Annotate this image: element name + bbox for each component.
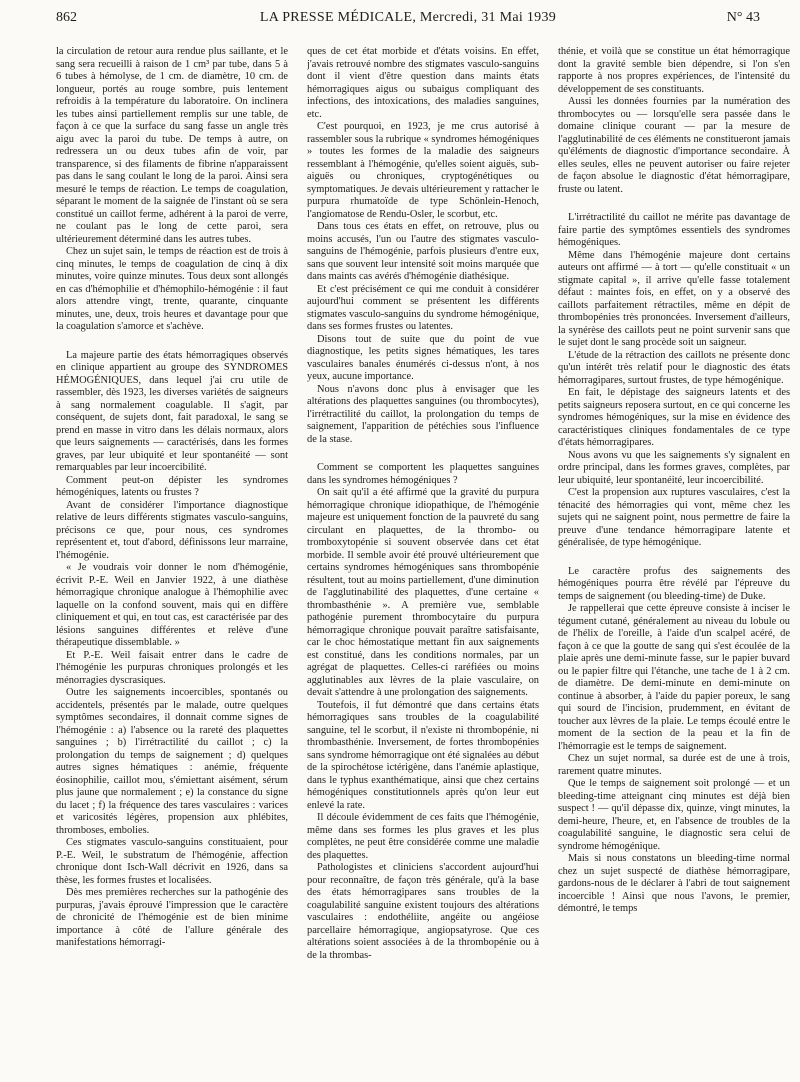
paragraph: ques de cet état morbide et d'états voisins. En effet, j'avais retrouvé nombre des stigmates vasculo-sanguins dont il vient d'être question dans maints états hémorragiques aigus ou subaigus compliquant des infections, des intoxications, des maladies sanguines, etc.	[307, 46, 539, 120]
paragraph: On sait qu'il a été affirmé que la gravité du purpura hémorragique chronique idiopathique, de l'hémogénie majeure est uniquement fonction de la pauvreté du sang circulant en plaquettes, de la thrombo- ou tromboxytopénie si souvent observée dans cet état morbide. Il semble avoir été prouvé ultérieurement que certains syndromes hémogéniques sans thrombopénie résultent, tout au moins partiellement, d'une diminution de l'agglutinabilité des plaquettes, d'une certaine « thrombasthénie ». A première vue, semblable pathogénie purement thrombocytaire du purpura hémorragique chronique pouvait paraître satisfaisante, car le choc hémostatique mettant fin aux saignements est constitué, dans les conditions normales, par un agrégat de plaquettes. Celles-ci raréfiées ou moins agglutinables aux lèvres de la plaie vasculaire, on devait s'attendre à une prolongation des saignements.	[307, 487, 539, 698]
paragraph: En fait, le dépistage des saigneurs latents et des petits saigneurs reposera surtout, en ce qui concerne les syndromes hémogéniques, sur la mise en évidence des caractéristiques cliniques fondamentales de ce type d'états hémorragipares.	[558, 387, 790, 448]
column-2	[307, 46, 539, 1076]
paragraph: Comment peut-on dépister les syndromes hémogéniques, latents ou frustes ?	[56, 474, 288, 498]
paragraph: Que le temps de saignement soit prolongé — et un bleeding-time atteignant cinq minutes est déjà bien suspect ! — qu'il dépasse dix, quinze, vingt minutes, la demi-heure, l'heure, et, en l'absence de troubles de la coagulabilité sanguine, le diagnostic sera celui de syndrome hémogénique.	[558, 778, 790, 852]
paragraph: « Je voudrais voir donner le nom d'hémogénie, écrivit P.-E. Weil en Janvier 1922, à une diathèse hémorragique chronique analogue à l'hémophilie avec laquelle on la confond souvent, mais qui en diffère cliniquement et qui, en tout cas, est caractérisée par des lésions sanguines différentes et relève d'une thérapeutique dissemblable. »	[56, 562, 288, 648]
column-3	[558, 46, 790, 1076]
paragraph: Pathologistes et cliniciens s'accordent aujourd'hui pour reconnaître, de façon très générale, qu'à la base des états hémorragipares sans troubles de la coagulabilité sanguine existent toujours des altérations vasculaires : endothéliite, angéite ou angéiose parcellaire hémorragique, angiopsatyrose. Que ces altérations soient associées à de la thrombopénie ou à de la thrombas-	[307, 862, 539, 961]
paragraph: Nous n'avons donc plus à envisager que les altérations des plaquettes sanguines (ou thrombocytes), l'irrétractilité du caillot, la prolongation du temps de saignement, l'apparition de pétéchies sous l'influence de la stase.	[307, 383, 539, 445]
paragraph: Le caractère profus des saignements des hémogéniques pourra être révélé par l'épreuve du temps de saignement (ou bleeding-time) de Duke.	[558, 565, 790, 602]
journal-title: LA PRESSE MÉDICALE, Mercredi, 31 Mai 1939	[259, 10, 557, 25]
paragraph: C'est la propension aux ruptures vasculaires, c'est la ténacité des hémorragies qui vont, même chez les sujets qui ne saignent point, nous permettre de faire la preuve d'une tendance hémorragipare latente et généralisée, de type hémogénique.	[558, 487, 790, 548]
issue-number: N° 43	[726, 10, 760, 25]
page-header	[56, 10, 760, 34]
paragraph: la circulation de retour aura rendue plus saillante, et le sang sera recueilli à raison de 1 cm³ par tube, dans 5 à 6 tubes à hémolyse, de 1 cm. de diamètre, 10 cm. de longueur, portés au rouge sombre, puis lentement refroidis à la température du laboratoire. On inclinera les tubes ainsi partiellement remplis sur une table, de façon à ce que la surface du sang fasse un angle très aigu avec la paroi du tube. De temps à autre, on redressera un ou deux tubes afin de voir, par transparence, si des filaments de fibrine n'apparaissent pas dans le sang coulant le long de la paroi. Ainsi sera mesuré le temps de réaction. Le temps de coagulation, séparant le moment de la saignée de l'instant où se sera constitué un caillot ferme, adhérent à la paroi de verre, ne coulant pas le long de cette paroi, sera ultérieurement déterminé dans les autres tubes.	[56, 46, 288, 245]
paragraph: Avant de considérer l'importance diagnostique relative de leurs différents stigmates vasculo-sanguins, précisons ce que, pour nous, ces syndromes représentent et, tout d'abord, définissons leur marraine, l'hémogénie.	[56, 499, 288, 561]
paragraph: Mais si nous constatons un bleeding-time normal chez un sujet suspecté de diathèse hémorragipare, gardons-nous de le déclarer à l'abri de tout saignement incoercible ! Ainsi que nous l'avons, le premier, démontré, le temps	[558, 853, 790, 914]
paragraph: Disons tout de suite que du point de vue diagnostique, les petits signes hématiques, les tares vasculaires banales énumérés ci-dessus n'ont, à nos yeux, aucune importance.	[307, 333, 539, 382]
paragraph: thénie, et voilà que se constitue un état hémorragique dont la gravité semble bien dépendre, si l'on s'en rapporte à nos propres expériences, de l'intensité du développement de ses constituants.	[558, 46, 790, 95]
paragraph: Chez un sujet normal, sa durée est de une à trois, rarement quatre minutes.	[558, 753, 790, 777]
paragraph: L'étude de la rétraction des caillots ne présente donc qu'un intérêt très relatif pour le diagnostic des états hémorragipares, surtout frustes, de type hémogénique.	[558, 349, 790, 386]
paragraph: Même dans l'hémogénie majeure dont certains auteurs ont affirmé — à tort — qu'elle constituait « un stigmate capital », il arrive qu'elle fasse totalement défaut : maintes fois, en effet, on y a observé des caillots parfaitement rétractiles, même en dépit de thrombopénies très prononcées. Inversement d'ailleurs, la synérèse des caillots peut ne point survenir sans que le sujet dont le sang procède soit un saigneur.	[558, 249, 790, 348]
paragraph: Chez un sujet sain, le temps de réaction est de trois à cinq minutes, le temps de coagulation de cinq à dix minutes, voire quinze minutes. Tous deux sont allongés en cas d'hémophilie et d'hémophilo-hémogénie : il faut alors attendre vingt, trente, quarante, cinquante minutes, une, deux, trois heures et davantage pour que la coagulation s'amorce et s'achève.	[56, 246, 288, 332]
paragraph: Dès mes premières recherches sur la pathogénie des purpuras, j'avais éprouvé l'impression que le caractère de chronicité de l'hémogénie est de bien minime importance à côté de l'allure générale des manifestations hémorragi-	[56, 887, 288, 948]
paragraph: C'est pourquoi, en 1923, je me crus autorisé à rassembler sous la rubrique « syndromes hémogéniques » toutes les formes de la maladie des saigneurs ressemblant à l'hémogénie, qu'elles soient aiguës, sub-aiguës ou chroniques, cryptogénétiques ou symptomatiques. Je devais ultérieurement y rattacher le purpura rhumatoïde de type Schönlein-Henoch, l'angiomatose de Rendu-Osler, le scorbut, etc.	[307, 121, 539, 220]
paragraph: L'irrétractilité du caillot ne mérite pas davantage de faire partie des symptômes essentiels des syndromes hémogéniques.	[558, 212, 790, 248]
paragraph: Il découle évidemment de ces faits que l'hémogénie, même dans ses formes les plus graves et les plus complètes, ne peut être considérée comme une maladie des plaquettes.	[307, 812, 539, 861]
paragraph: Et P.-E. Weil faisait entrer dans le cadre de l'hémogénie les purpuras chroniques prolongés et les ménorragies dyscrasiques.	[56, 649, 288, 686]
paragraph: Et c'est précisément ce qui me conduit à considérer aujourd'hui comment se présentent les différents stigmates vasculo-sanguins du syndrome hémogénique, dans ses formes frustes ou latentes.	[307, 283, 539, 332]
paragraph: Dans tous ces états en effet, on retrouve, plus ou moins accusés, l'un ou l'autre des stigmates vasculo-sanguins de l'hémogénie, parfois plusieurs d'entre eux, sans que souvent leur intensité soit moins marquée que dans maints cas avérés d'hémogénie diathésique.	[307, 221, 539, 282]
page-number: 862	[56, 10, 77, 25]
paragraph: Nous avons vu que les saignements s'y signalent en ordre principal, dans les formes graves, complètes, par leur ubiquité, leur spontanéité, leur incoercibilité.	[558, 449, 790, 486]
column-1	[56, 46, 288, 1076]
paragraph: La majeure partie des états hémorragiques observés en clinique appartient au groupe des SYNDROMES HÉMOGÉNIQUES, dans lequel j'ai cru utile de rassembler, dès 1923, les diverses variétés de saigneurs à sang normalement coagulable. Il s'agit, par conséquent, de sujets dont, fait paradoxal, le sang se prend en masse in vitro dans les délais normaux, alors que leurs saignements — caractérisés, dans les formes graves, par leur ubiquité et leur spontanéité — sont remarquables par leur incoercibilité.	[56, 349, 288, 473]
paragraph: Je rappellerai que cette épreuve consiste à inciser le tégument cutané, généralement au niveau du lobule ou de l'hélix de l'oreille, à l'aide d'un scalpel acéré, de façon à ce que la goutte de sang qui s'est écoulée de la plaie après une demi-minute fasse, sur le papier buvard ou le papier filtre qui l'étanche, une tache de 1 à 2 cm. de diamètre. De demi-minute en demi-minute on continue à absorber, à l'aide du papier poreux, le sang qui sourd de l'incision, prudemment, en évitant de toucher aux lèvres de la plaie. Le temps écoulé entre le moment de la section de la peau et la fin de l'hémorragie est le temps de saignement.	[558, 603, 790, 752]
paragraph: Ces stigmates vasculo-sanguins constituaient, pour P.-E. Weil, le substratum de l'hémogénie, affection chronique dont Isch-Wall décrivit en 1926, dans sa thèse, les formes frustes et localisées.	[56, 837, 288, 886]
paragraph: Outre les saignements incoercibles, spontanés ou accidentels, présentés par le malade, outre quelques symptômes secondaires, il donnait comme signes de l'hémogénie : a) l'absence ou la rareté des plaquettes sanguines ; b) l'irrétractilité du caillot ; c) la prolongation du temps de saignement ; d) quelques autres signes hématiques : anémie, fréquente éosinophilie, caillot mou, s'émiettant aisément, sérum plus jaune que normalement ; e) la constance du signe du lacet ; f) la fréquence des tares vasculaires : varices et varicosités légères, propension aux phlébites, thromboses, embolies.	[56, 687, 288, 836]
paragraph: Comment se comportent les plaquettes sanguines dans les syndromes hémogéniques ?	[307, 462, 539, 486]
paragraph: Toutefois, il fut démontré que dans certains états hémorragiques sans troubles de la coagulabilité sanguine, tel le scorbut, il n'existe ni thrombopénie, ni thrombasthénie. Inversement, de fortes thrombopénies sans syndrome hémorragique ont été signalées au début de la spirochétose ictérigène, dans l'anémie aplastique, dans le typhus exanthématique, ainsi que chez certains hémogéniques constitutionnels après qu'on leur eut enlevé la rate.	[307, 699, 539, 811]
paragraph: Aussi les données fournies par la numération des thrombocytes ou — lorsqu'elle sera passée dans le domaine clinique courant — par la mesure de l'agglutinabilité de ces éléments ne constitueront jamais qu'éléments de diagnostic d'importance secondaire. À elles seules, elles ne peuvent autoriser ou faire rejeter de façon absolue le diagnostic d'état hémorragipare, fruste ou latent.	[558, 96, 790, 195]
